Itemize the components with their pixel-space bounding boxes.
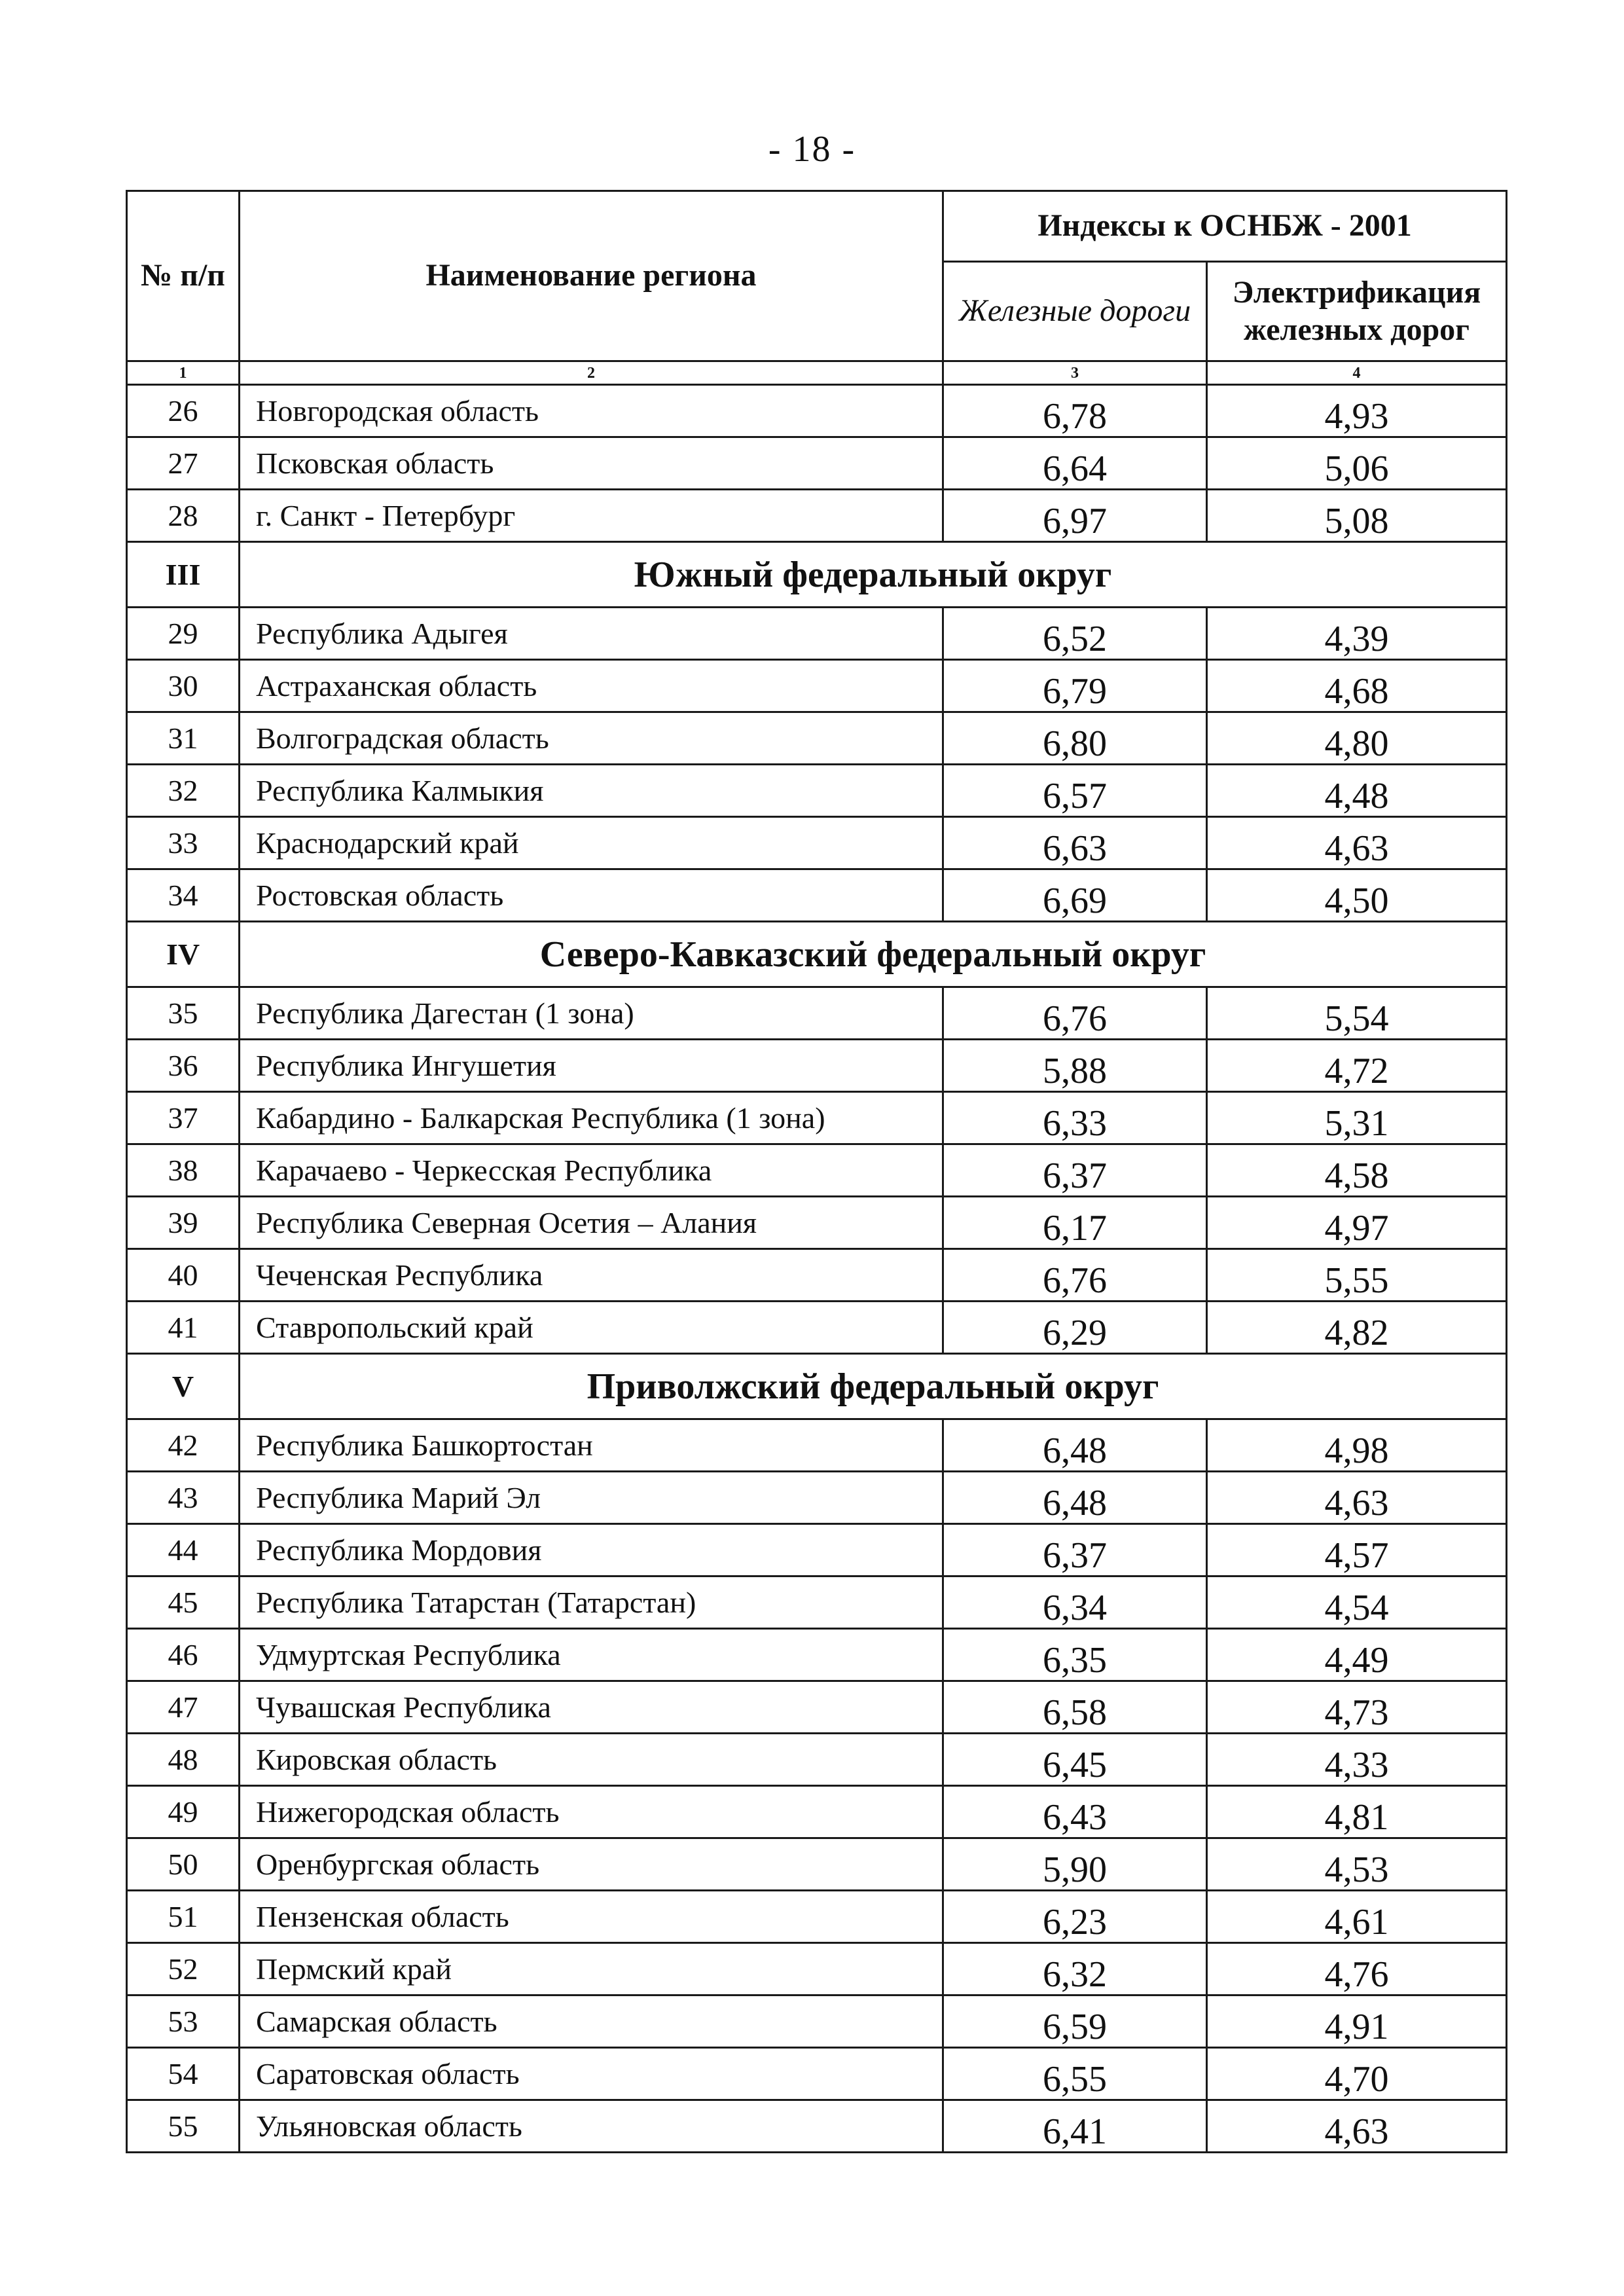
row-number: 30	[127, 660, 240, 712]
row-number: 31	[127, 712, 240, 765]
electrification-index: 4,63	[1207, 1472, 1507, 1524]
district-name: Южный федеральный округ	[240, 542, 1507, 608]
district-row	[127, 542, 1507, 608]
column-number: 2	[240, 361, 943, 385]
region-name: Пензенская область	[240, 1891, 943, 1943]
region-name: Республика Адыгея	[240, 608, 943, 660]
electrification-index: 4,61	[1207, 1891, 1507, 1943]
railway-index: 6,17	[943, 1197, 1207, 1249]
electrification-index: 4,76	[1207, 1943, 1507, 1995]
row-number: 43	[127, 1472, 240, 1524]
railway-index: 6,57	[943, 765, 1207, 817]
region-name: Карачаево - Черкесская Республика	[240, 1144, 943, 1197]
region-name: Республика Калмыкия	[240, 765, 943, 817]
table-row	[127, 660, 1507, 712]
region-name: Ульяновская область	[240, 2100, 943, 2153]
region-name: Самарская область	[240, 1995, 943, 2048]
table-row	[127, 2100, 1507, 2153]
railway-index: 6,48	[943, 1419, 1207, 1472]
table-row	[127, 1524, 1507, 1576]
electrification-index: 4,81	[1207, 1786, 1507, 1838]
region-name: Республика Марий Эл	[240, 1472, 943, 1524]
table-row	[127, 1040, 1507, 1092]
table-row	[127, 712, 1507, 765]
railway-index: 6,64	[943, 437, 1207, 490]
row-number: 48	[127, 1734, 240, 1786]
table-row	[127, 490, 1507, 542]
region-name: Республика Северная Осетия – Алания	[240, 1197, 943, 1249]
region-name: Новгородская область	[240, 385, 943, 437]
row-number: 54	[127, 2048, 240, 2100]
table-row	[127, 1092, 1507, 1144]
table-row	[127, 1681, 1507, 1734]
row-number: 53	[127, 1995, 240, 2048]
railway-index: 6,58	[943, 1681, 1207, 1734]
row-number: 42	[127, 1419, 240, 1472]
region-name: Волгоградская область	[240, 712, 943, 765]
column-number: 1	[127, 361, 240, 385]
district-roman-number: V	[127, 1354, 240, 1419]
electrification-index: 5,31	[1207, 1092, 1507, 1144]
table-row	[127, 817, 1507, 869]
column-number-row	[127, 361, 1507, 385]
electrification-index: 4,58	[1207, 1144, 1507, 1197]
railway-index: 6,76	[943, 987, 1207, 1040]
region-name: Республика Мордовия	[240, 1524, 943, 1576]
region-name: Чувашская Республика	[240, 1681, 943, 1734]
table-row	[127, 437, 1507, 490]
railway-index: 6,32	[943, 1943, 1207, 1995]
row-number: 32	[127, 765, 240, 817]
railway-index: 6,63	[943, 817, 1207, 869]
district-name: Приволжский федеральный округ	[240, 1354, 1507, 1419]
page-number: - 18 -	[768, 129, 856, 170]
electrification-index: 4,33	[1207, 1734, 1507, 1786]
table-row	[127, 1838, 1507, 1891]
electrification-index: 4,82	[1207, 1302, 1507, 1354]
row-number: 29	[127, 608, 240, 660]
region-name: Ставропольский край	[240, 1302, 943, 1354]
table-body	[127, 385, 1507, 2153]
row-number: 45	[127, 1576, 240, 1629]
railway-index: 6,45	[943, 1734, 1207, 1786]
table-row	[127, 1302, 1507, 1354]
row-number: 36	[127, 1040, 240, 1092]
railway-index: 5,90	[943, 1838, 1207, 1891]
electrification-index: 4,63	[1207, 2100, 1507, 2153]
header-number: № п/п	[127, 191, 240, 361]
railway-index: 6,43	[943, 1786, 1207, 1838]
district-roman-number: III	[127, 542, 240, 608]
row-number: 34	[127, 869, 240, 922]
table-row	[127, 1576, 1507, 1629]
table-row	[127, 1419, 1507, 1472]
row-number: 52	[127, 1943, 240, 1995]
railway-index: 6,76	[943, 1249, 1207, 1302]
table-row	[127, 765, 1507, 817]
railway-index: 6,35	[943, 1629, 1207, 1681]
region-name: Республика Башкортостан	[240, 1419, 943, 1472]
region-name: Ростовская область	[240, 869, 943, 922]
column-number: 3	[943, 361, 1207, 385]
table-row	[127, 1891, 1507, 1943]
row-number: 51	[127, 1891, 240, 1943]
row-number: 55	[127, 2100, 240, 2153]
row-number: 33	[127, 817, 240, 869]
row-number: 27	[127, 437, 240, 490]
table-row	[127, 1472, 1507, 1524]
electrification-index: 5,08	[1207, 490, 1507, 542]
row-number: 39	[127, 1197, 240, 1249]
regions-index-table	[126, 190, 1507, 2153]
railway-index: 6,37	[943, 1524, 1207, 1576]
electrification-index: 5,54	[1207, 987, 1507, 1040]
region-name: Республика Татарстан (Татарстан)	[240, 1576, 943, 1629]
table-row	[127, 1197, 1507, 1249]
header-electrification: Электрификация железных дорог	[1207, 262, 1507, 361]
region-name: Республика Ингушетия	[240, 1040, 943, 1092]
district-row	[127, 922, 1507, 987]
region-name: Кировская область	[240, 1734, 943, 1786]
railway-index: 6,55	[943, 2048, 1207, 2100]
railway-index: 6,80	[943, 712, 1207, 765]
table-row	[127, 1995, 1507, 2048]
table-row	[127, 2048, 1507, 2100]
electrification-index: 5,55	[1207, 1249, 1507, 1302]
table-row	[127, 608, 1507, 660]
railway-index: 6,33	[943, 1092, 1207, 1144]
district-roman-number: IV	[127, 922, 240, 987]
table-row	[127, 1943, 1507, 1995]
electrification-index: 4,70	[1207, 2048, 1507, 2100]
header-region-name: Наименование региона	[240, 191, 943, 361]
row-number: 46	[127, 1629, 240, 1681]
railway-index: 6,37	[943, 1144, 1207, 1197]
railway-index: 6,69	[943, 869, 1207, 922]
region-name: Чеченская Республика	[240, 1249, 943, 1302]
row-number: 40	[127, 1249, 240, 1302]
region-name: Оренбургская область	[240, 1838, 943, 1891]
region-name: Астраханская область	[240, 660, 943, 712]
electrification-index: 4,54	[1207, 1576, 1507, 1629]
railway-index: 6,78	[943, 385, 1207, 437]
electrification-index: 4,50	[1207, 869, 1507, 922]
row-number: 26	[127, 385, 240, 437]
table-row	[127, 1249, 1507, 1302]
railway-index: 6,34	[943, 1576, 1207, 1629]
column-number: 4	[1207, 361, 1507, 385]
electrification-index: 4,53	[1207, 1838, 1507, 1891]
row-number: 38	[127, 1144, 240, 1197]
row-number: 49	[127, 1786, 240, 1838]
electrification-index: 5,06	[1207, 437, 1507, 490]
table-row	[127, 1629, 1507, 1681]
row-number: 41	[127, 1302, 240, 1354]
electrification-index: 4,93	[1207, 385, 1507, 437]
table-header	[127, 191, 1507, 385]
header-railways: Железные дороги	[943, 262, 1207, 361]
electrification-index: 4,49	[1207, 1629, 1507, 1681]
railway-index: 5,88	[943, 1040, 1207, 1092]
row-number: 28	[127, 490, 240, 542]
region-name: Краснодарский край	[240, 817, 943, 869]
electrification-index: 4,63	[1207, 817, 1507, 869]
electrification-index: 4,73	[1207, 1681, 1507, 1734]
railway-index: 6,97	[943, 490, 1207, 542]
railway-index: 6,52	[943, 608, 1207, 660]
row-number: 35	[127, 987, 240, 1040]
electrification-index: 4,48	[1207, 765, 1507, 817]
railway-index: 6,48	[943, 1472, 1207, 1524]
table-row	[127, 869, 1507, 922]
electrification-index: 4,97	[1207, 1197, 1507, 1249]
railway-index: 6,59	[943, 1995, 1207, 2048]
region-name: Удмуртская Республика	[240, 1629, 943, 1681]
region-name: Саратовская область	[240, 2048, 943, 2100]
table-row	[127, 385, 1507, 437]
railway-index: 6,29	[943, 1302, 1207, 1354]
electrification-index: 4,80	[1207, 712, 1507, 765]
table-row	[127, 1786, 1507, 1838]
electrification-index: 4,68	[1207, 660, 1507, 712]
table-row	[127, 987, 1507, 1040]
region-name: Республика Дагестан (1 зона)	[240, 987, 943, 1040]
railway-index: 6,79	[943, 660, 1207, 712]
region-name: Псковская область	[240, 437, 943, 490]
row-number: 47	[127, 1681, 240, 1734]
table-row	[127, 1734, 1507, 1786]
electrification-index: 4,98	[1207, 1419, 1507, 1472]
railway-index: 6,23	[943, 1891, 1207, 1943]
electrification-index: 4,57	[1207, 1524, 1507, 1576]
region-name: Кабардино - Балкарская Республика (1 зона)	[240, 1092, 943, 1144]
region-name: Пермский край	[240, 1943, 943, 1995]
row-number: 37	[127, 1092, 240, 1144]
header-index-group: Индексы к ОСНБЖ - 2001	[943, 191, 1507, 262]
electrification-index: 4,72	[1207, 1040, 1507, 1092]
electrification-index: 4,91	[1207, 1995, 1507, 2048]
row-number: 50	[127, 1838, 240, 1891]
electrification-index: 4,39	[1207, 608, 1507, 660]
row-number: 44	[127, 1524, 240, 1576]
region-name: Нижегородская область	[240, 1786, 943, 1838]
table-row	[127, 1144, 1507, 1197]
region-name: г. Санкт - Петербург	[240, 490, 943, 542]
district-name: Северо-Кавказский федеральный округ	[240, 922, 1507, 987]
district-row	[127, 1354, 1507, 1419]
railway-index: 6,41	[943, 2100, 1207, 2153]
